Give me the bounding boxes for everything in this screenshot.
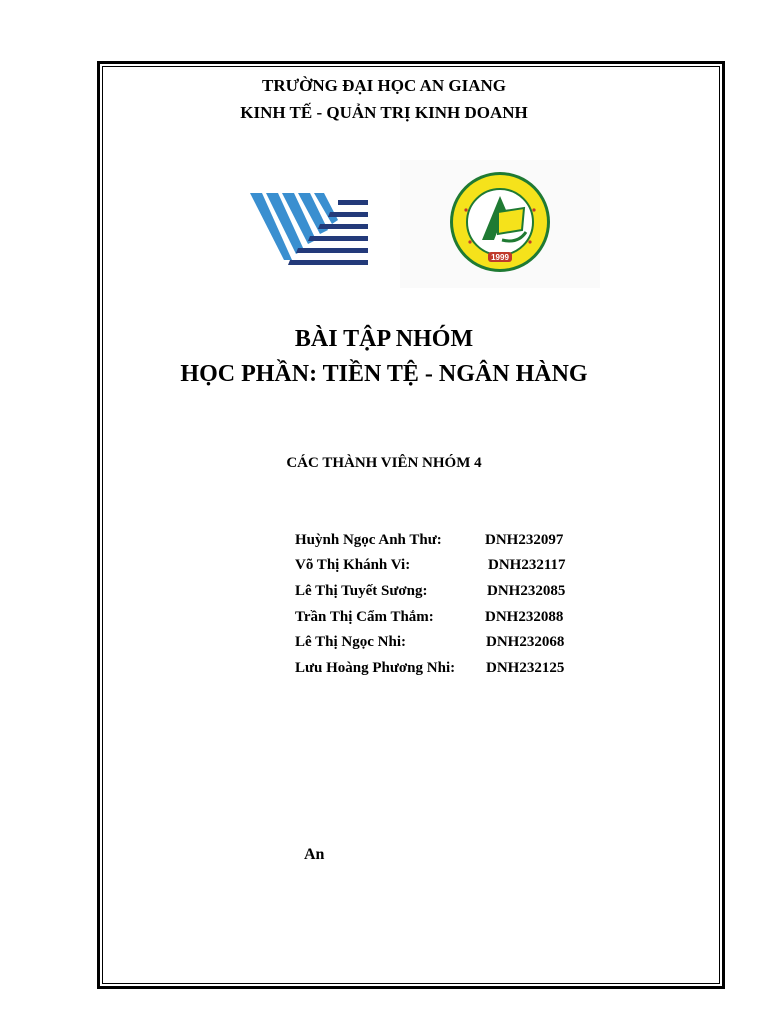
seal-year: 1999 bbox=[491, 253, 509, 262]
member-name: Lưu Hoàng Phương Nhi: bbox=[295, 660, 456, 676]
city-name: An bbox=[304, 846, 325, 863]
member-id: DNH232097 bbox=[485, 532, 564, 548]
member-name: Trần Thị Cẩm Thắm: bbox=[295, 609, 434, 625]
member-id: DNH232125 bbox=[486, 660, 565, 676]
member-row bbox=[295, 532, 595, 552]
member-name: Võ Thị Khánh Vi: bbox=[295, 557, 411, 573]
member-row bbox=[295, 634, 595, 654]
faculty-name: KINH TẾ - QUẢN TRỊ KINH DOANH bbox=[240, 103, 528, 122]
member-id: DNH232088 bbox=[485, 609, 564, 625]
member-name: Lê Thị Tuyết Sương: bbox=[295, 583, 428, 599]
member-row bbox=[295, 557, 595, 577]
course-title: HỌC PHẦN: TIỀN TỆ - NGÂN HÀNG bbox=[180, 361, 588, 387]
assignment-title: BÀI TẬP NHÓM bbox=[294, 326, 474, 352]
member-name: Lê Thị Ngọc Nhi: bbox=[295, 634, 406, 650]
member-id: DNH232085 bbox=[487, 583, 566, 599]
member-row bbox=[295, 660, 595, 680]
members-heading: CÁC THÀNH VIÊN NHÓM 4 bbox=[286, 455, 482, 471]
member-id: DNH232068 bbox=[486, 634, 565, 650]
faculty-stripes-logo-icon bbox=[246, 188, 372, 266]
member-row bbox=[295, 583, 595, 603]
an-giang-university-seal-icon bbox=[446, 170, 554, 274]
member-name: Huỳnh Ngọc Anh Thư: bbox=[295, 532, 442, 548]
university-name: TRƯỜNG ĐẠI HỌC AN GIANG bbox=[262, 76, 506, 95]
member-id: DNH232117 bbox=[488, 557, 566, 573]
member-row bbox=[295, 609, 595, 629]
